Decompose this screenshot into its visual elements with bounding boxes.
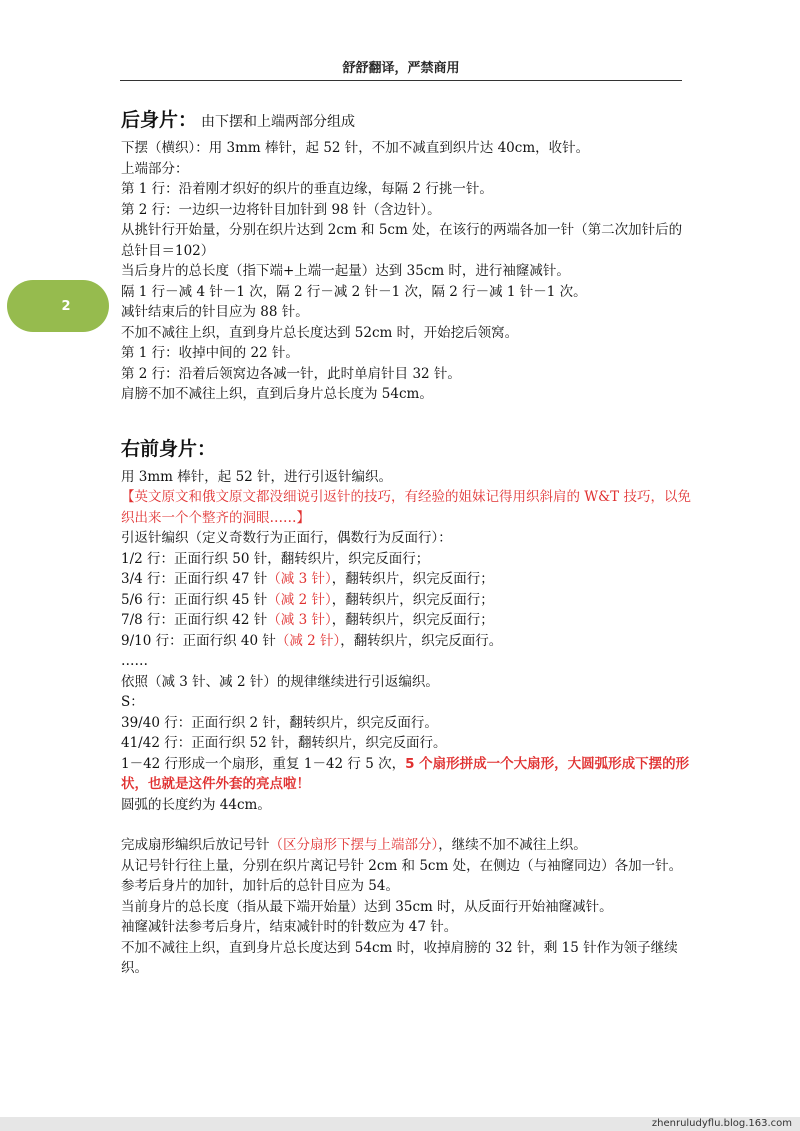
paragraph: 下摆（横织）：用 3mm 棒针，起 52 针，不加不减直到织片达 40cm，收针。 <box>121 140 590 156</box>
paragraph: 隔 1 行－减 4 针－1 次，隔 2 行－减 2 针－1 次，隔 2 行－减 1 针－1 次。 <box>121 283 587 300</box>
row-instruction: 39/40 行：正面行织 2 针，翻转织片，织完反面行。 <box>121 714 438 731</box>
front-section-title: 右前身片： <box>121 437 217 460</box>
paragraph: 袖窿减针法参考后身片，结束减针时的针数应为 47 针。 <box>121 919 458 935</box>
paragraph: 第 1 行：收掉中间的 22 针。 <box>121 345 299 361</box>
paragraph: 从挑针行开始量，分别在织片达到 2cm 和 5cm 处，在该行的两端各加一针（第二次加针后的总针目＝102） <box>121 222 683 259</box>
paragraph: 完成扇形编织后放记号针（区分扇形下摆与上端部分），继续不加不减往上织。 <box>121 837 587 853</box>
row-instruction: 41/42 行：正面行织 52 针，翻转织片，织完反面行。 <box>121 735 447 751</box>
paragraph: 减针结束后的针目应为 88 针。 <box>121 304 309 320</box>
paragraph: 从记号针行往上量，分别在织片离记号针 2cm 和 5cm 处，在侧边（与袖窿同边）各加一针。 <box>121 857 683 874</box>
paragraph: 不加不减往上织，直到身片总长度达到 54cm 时，收掉肩膀的 32 针，剩 15 针作为领子继续织。 <box>121 939 678 976</box>
row-instruction: 1/2 行：正面行织 50 针，翻转织片，织完反面行； <box>121 550 430 567</box>
row-instruction: 9/10 行：正面行织 40 针（减 2 针），翻转织片，织完反面行。 <box>121 632 503 649</box>
paragraph: 当后身片的总长度（指下端+上端一起量）达到 35cm 时，进行袖窿减针。 <box>121 263 570 279</box>
document-body <box>121 100 691 979</box>
paragraph: S： <box>121 694 144 710</box>
paragraph: 第 1 行：沿着刚才织好的织片的垂直边缘，每隔 2 行挑一针。 <box>121 181 493 197</box>
page-number-badge <box>33 280 109 332</box>
row-instruction: 7/8 行：正面行织 42 针（减 3 针），翻转织片，织完反面行； <box>121 612 494 628</box>
paragraph: 肩膀不加不减往上织，直到后身片总长度为 54cm。 <box>121 386 433 402</box>
translator-note: 【英文原文和俄文原文都没细说引返针的技巧，有经验的姐妹记得用织斜肩的 W&T 技巧，以免织出来一个个整齐的洞眼……】 <box>121 489 691 526</box>
paragraph: 第 2 行：沿着后领窝边各减一针，此时单肩针目 32 针。 <box>121 365 461 382</box>
paragraph: 当前身片的总长度（指从最下端开始量）达到 35cm 时，从反面行开始袖窿减针。 <box>121 898 613 915</box>
page-header: 舒舒翻译，严禁商用 <box>120 58 682 81</box>
back-section-title: 后身片： 由下摆和上端两部分组成 <box>121 109 356 131</box>
page-number: 2 <box>61 298 71 314</box>
row-instruction: 5/6 行：正面行织 45 针（减 2 针），翻转织片，织完反面行； <box>121 591 494 608</box>
page-footer <box>0 1117 800 1131</box>
back-section-subtitle: 由下摆和上端两部分组成 <box>201 114 356 130</box>
paragraph: 上端部分： <box>121 160 189 177</box>
row-instruction: 3/4 行：正面行织 47 针（减 3 针），翻转织片，织完反面行； <box>121 571 494 587</box>
paragraph: 引返针编织（定义奇数行为正面行，偶数行为反面行）： <box>121 530 452 546</box>
paragraph: 第 2 行：一边织一边将针目加针到 98 针（含边针）。 <box>121 201 441 218</box>
paragraph: 不加不减往上织，直到身片总长度达到 52cm 时，开始挖后领窝。 <box>121 324 519 341</box>
ellipsis: …… <box>121 653 148 669</box>
paragraph: 参考后身片的加针，加针后的总针目应为 54。 <box>121 878 399 894</box>
footer-url: zhenruludyflu.blog.163.com <box>651 1118 792 1129</box>
paragraph: 依照（减 3 针、减 2 针）的规律继续进行引返编织。 <box>121 673 439 690</box>
paragraph: 1－42 行形成一个扇形，重复 1－42 行 5 次，5 个扇形拼成一个大扇形，大圆弧形成下摆的形状，也就是这件外套的亮点啦！ <box>121 755 690 792</box>
paragraph: 圆弧的长度约为 44cm。 <box>121 796 271 813</box>
paragraph: 用 3mm 棒针，起 52 针，进行引返针编织。 <box>121 468 393 485</box>
